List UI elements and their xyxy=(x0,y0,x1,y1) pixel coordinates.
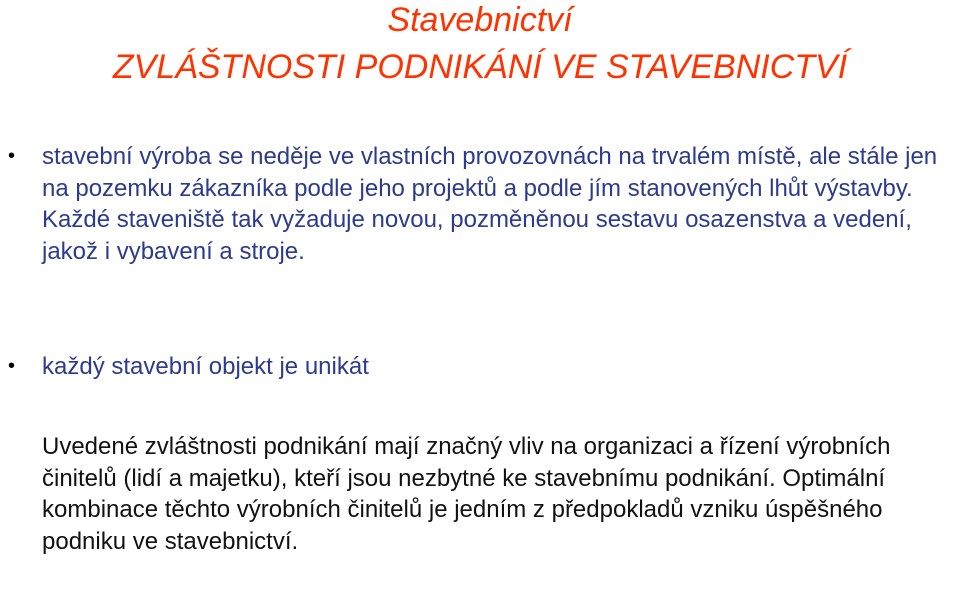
summary-paragraph: Uvedené zvláštnosti podnikání mají značný vliv na organizaci a řízení výrobních činitelů (lidí a majetku), kteří jsou nezbytné ke stavebnímu podnikání. Optimální kombinace těchto výrobních činitelů je jedním z předpokladů vzniku úspěšného podniku ve stavebnictví. xyxy=(42,433,891,555)
bullet-text-1: stavební výroba se neděje ve vlastních provozovnách na trvalém místě, ale stále jen na pozemku zákazníka podle jeho projektů a podle jím stanovených lhůt výstavby. Každé staveniště tak vyžaduje novou, pozměněnou sestavu osazenstva a vedení, jakož i vybavení a stroje. xyxy=(42,143,938,265)
bullet-marker: • xyxy=(8,355,16,377)
bullet-text-2: každý stavební objekt je unikát xyxy=(42,353,369,380)
slide-subtitle: ZVLÁŠTNOSTI PODNIKÁNÍ VE STAVEBNICTVÍ xyxy=(112,48,848,86)
slide-title: Stavebnictví xyxy=(387,1,573,39)
bullet-marker: • xyxy=(8,145,16,167)
